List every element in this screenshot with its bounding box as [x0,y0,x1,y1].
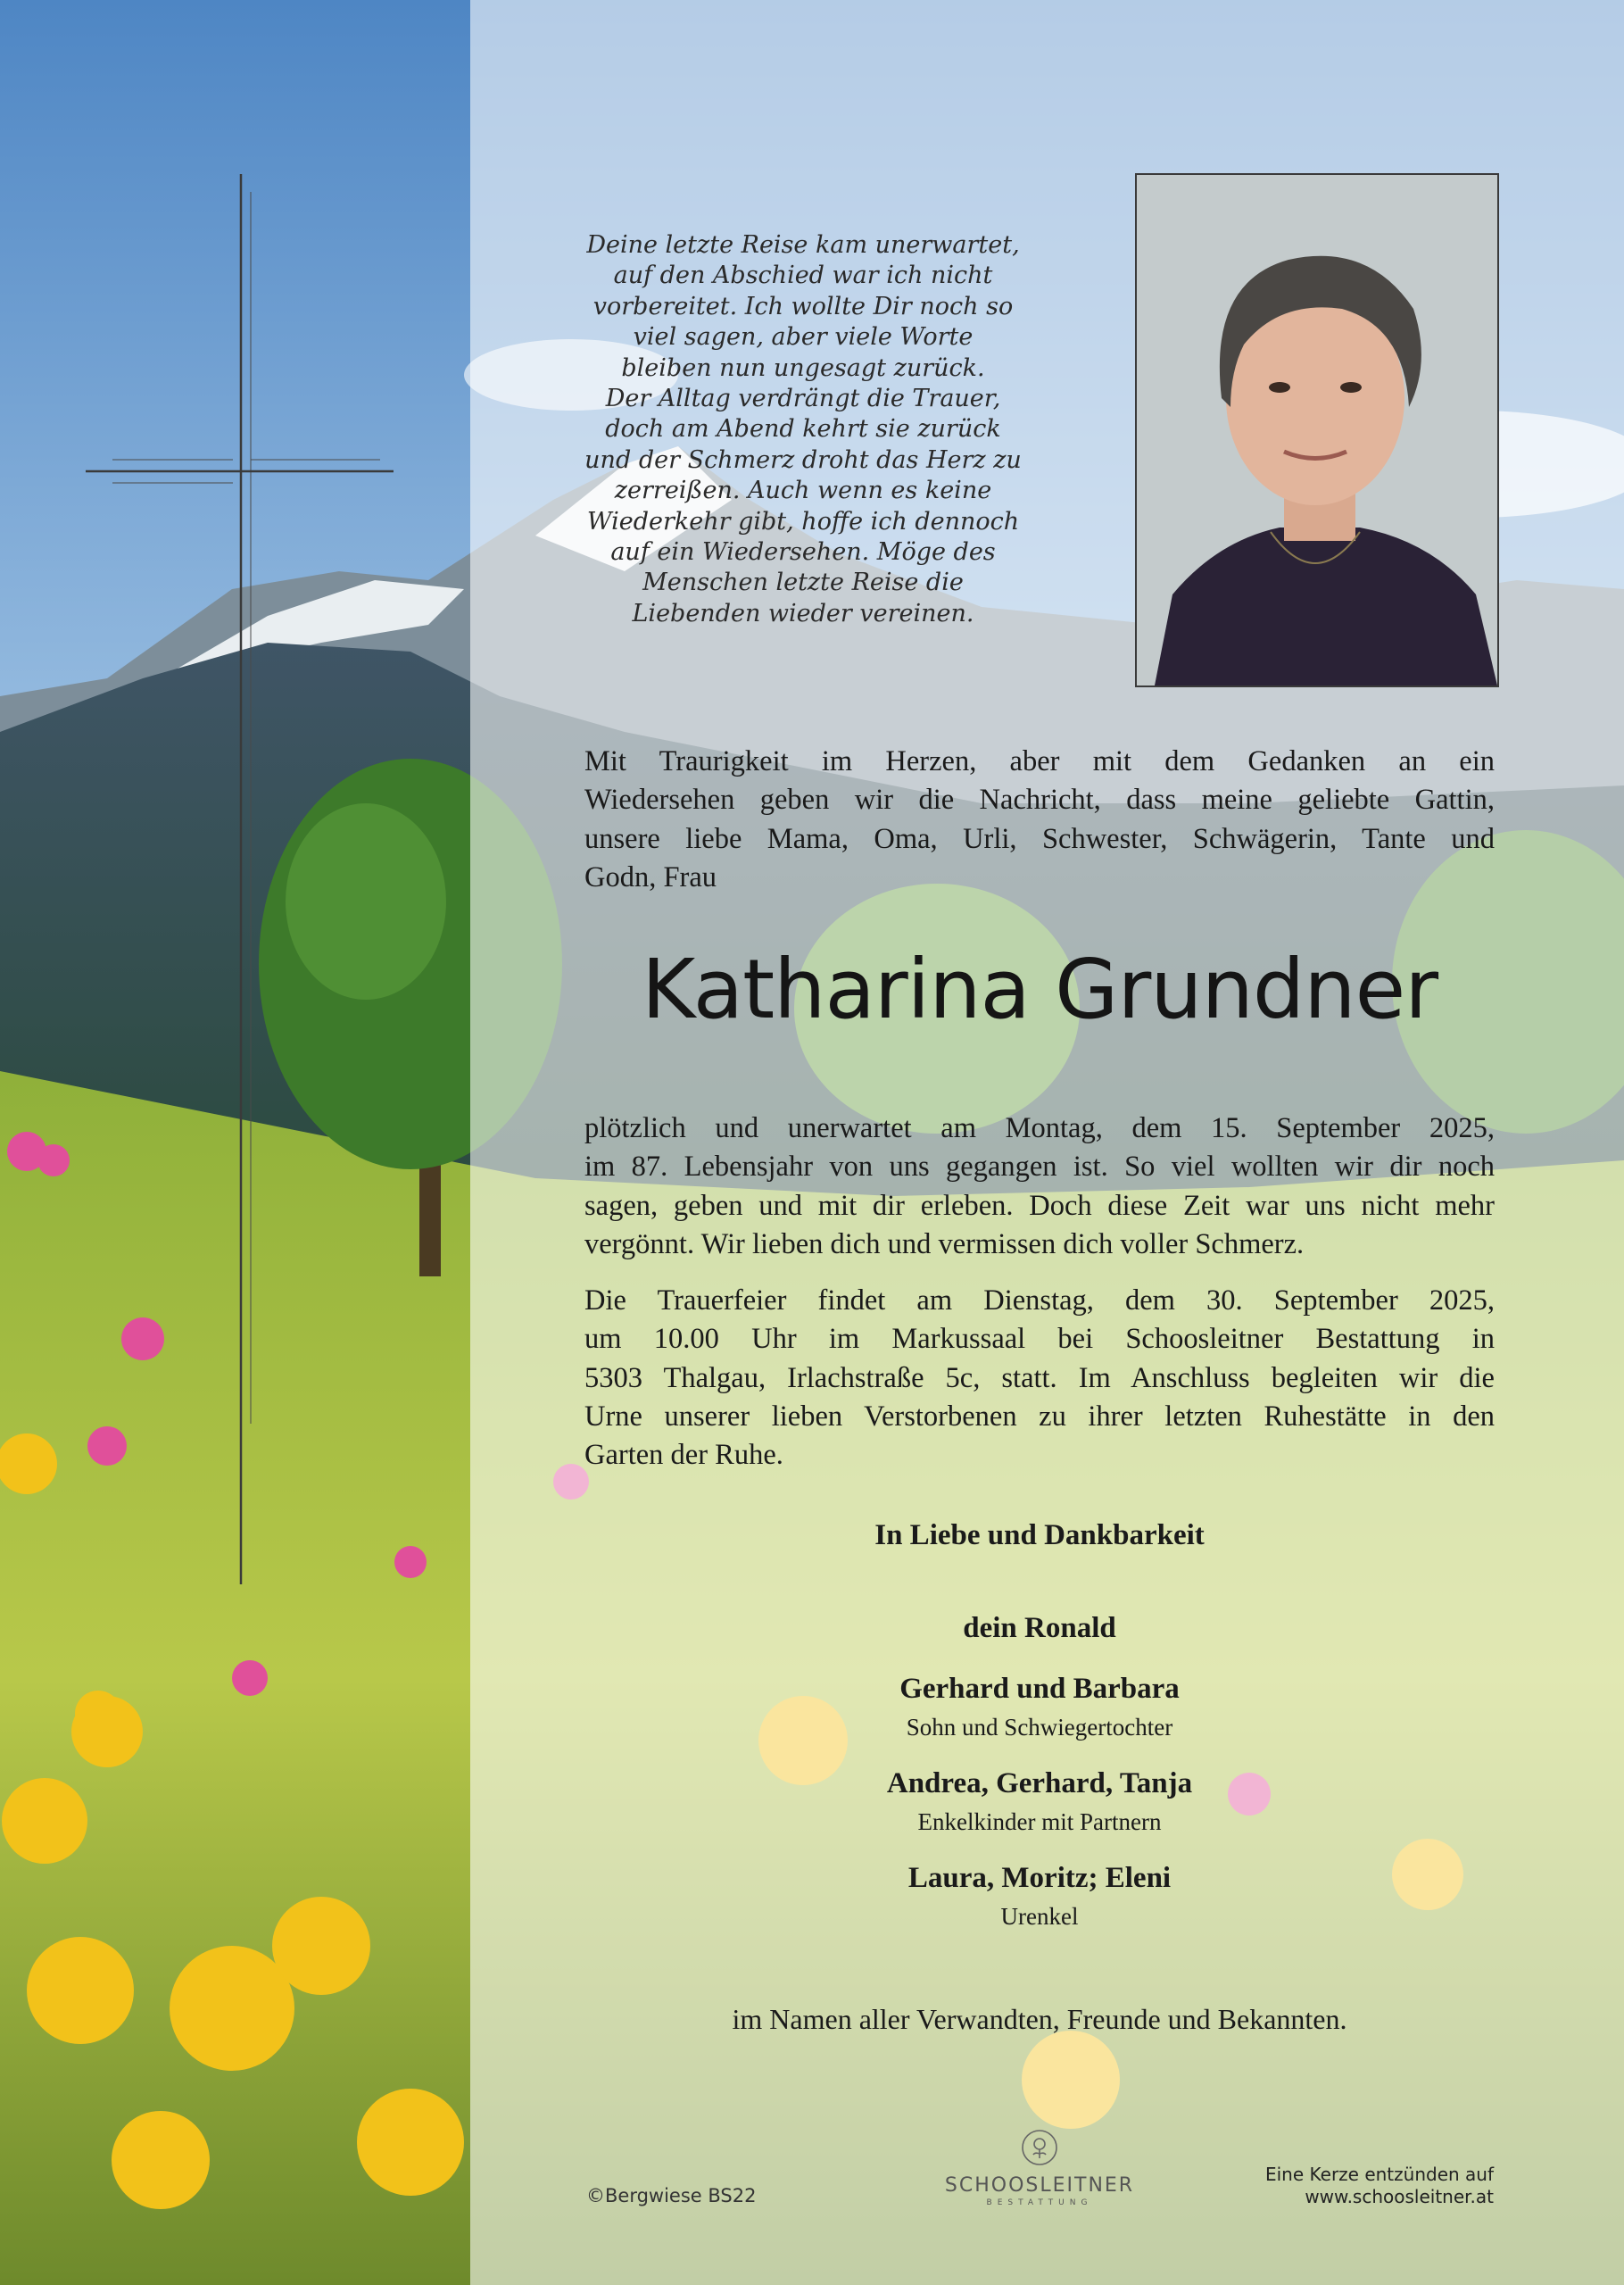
poem-line: viel sagen, aber viele Worte [633,323,974,352]
text-line: Wiedersehen geben wir die Nachricht, dass meine geliebte Gattin, [584,784,1495,817]
cross-icon [86,174,407,1584]
mourner-relation: Urenkel [1000,1903,1079,1930]
poem-line: Liebenden wieder vereinen. [632,599,974,627]
text-line: Urne unserer lieben Verstorbenen zu ihrer letzten Ruhestätte in den [584,1400,1495,1433]
mourner-relation: Enkelkinder mit Partnern [917,1808,1162,1835]
logo-brand-text: SCHOOSLEITNER [944,2174,1135,2197]
poem-line: zerreißen. Auch wenn es keine [614,477,992,505]
mourner-name: dein Ronald [963,1612,1116,1644]
mourner-name: Laura, Moritz; Eleni [907,1862,1172,1894]
poem-line: Wiederkehr gibt, hoffe ich dennoch [586,507,1020,536]
poem-line: bleiben nun ungesagt zurück. [621,353,985,382]
text-line: vergönnt. Wir lieben dich und vermissen dich voller Schmerz. [584,1227,1305,1260]
text-line: Mit Traurigkeit im Herzen, aber mit dem Gedanken an ein [584,745,1495,777]
poem-line: Deine letzte Reise kam unerwartet, [586,231,1020,259]
candle-text: Eine Kerze entzünden auf [1264,2164,1494,2185]
text-line: sagen, geben und mit dir erleben. Doch diese Zeit war uns nicht mehr [584,1189,1495,1222]
funeral-home-logo [937,2128,1142,2207]
text-line: Godn, Frau [584,860,717,893]
website-link[interactable]: www.schoosleitner.at [1305,2186,1494,2207]
poem-line: auf den Abschied war ich nicht [613,262,993,290]
announcement-intro [584,743,1495,897]
poem-line: Der Alltag verdrängt die Trauer, [605,385,1001,413]
text-line: 5303 Thalgau, Irlachstraße 5c, statt. Im Anschluss begleiten wir die [584,1361,1495,1394]
memorial-poem [571,230,1035,629]
mourner-relation: Sohn und Schwiegertochter [906,1714,1173,1741]
on-behalf-line: im Namen aller Verwandten, Freunde und Bekannten. [732,2003,1347,2035]
candle-info [1265,2164,1494,2208]
text-line: Die Trauerfeier findet am Dienstag, dem 30. September 2025, [584,1284,1495,1317]
ceremony-paragraph [584,1282,1495,1475]
poem-line: auf ein Wiedersehen. Möge des [610,538,996,567]
mourner-name: Andrea, Gerhard, Tanja [886,1767,1193,1799]
mourner-name: Gerhard und Barbara [899,1673,1180,1705]
text-line: im 87. Lebensjahr von uns gegangen ist. So viel wollten wir dir noch [584,1151,1495,1184]
text-line: Garten der Ruhe. [584,1439,783,1472]
poem-line: doch am Abend kehrt sie zurück [605,415,1001,444]
poem-line: vorbereitet. Ich wollte Dir noch so [592,292,1014,320]
poem-line: und der Schmerz droht das Herz zu [584,445,1022,474]
logo-sub-text: BESTATTUNG [986,2198,1093,2207]
text-line: plötzlich und unerwartet am Montag, dem 15. September 2025, [584,1112,1495,1144]
deceased-name: Katharina Grundner [641,942,1438,1037]
image-credit: ©Bergwiese BS22 [586,2185,757,2206]
closing-phrase: In Liebe und Dankbarkeit [874,1519,1205,1551]
poem-line: Menschen letzte Reise die [642,569,964,597]
text-line: unsere liebe Mama, Oma, Urli, Schwester, Schwägerin, Tante und [584,822,1495,855]
text-line: um 10.00 Uhr im Markussaal bei Schoosleitner Bestattung in [584,1323,1495,1356]
portrait-photo [1135,173,1499,687]
passing-paragraph [584,1109,1495,1264]
rose-emblem-icon [1020,2128,1059,2167]
